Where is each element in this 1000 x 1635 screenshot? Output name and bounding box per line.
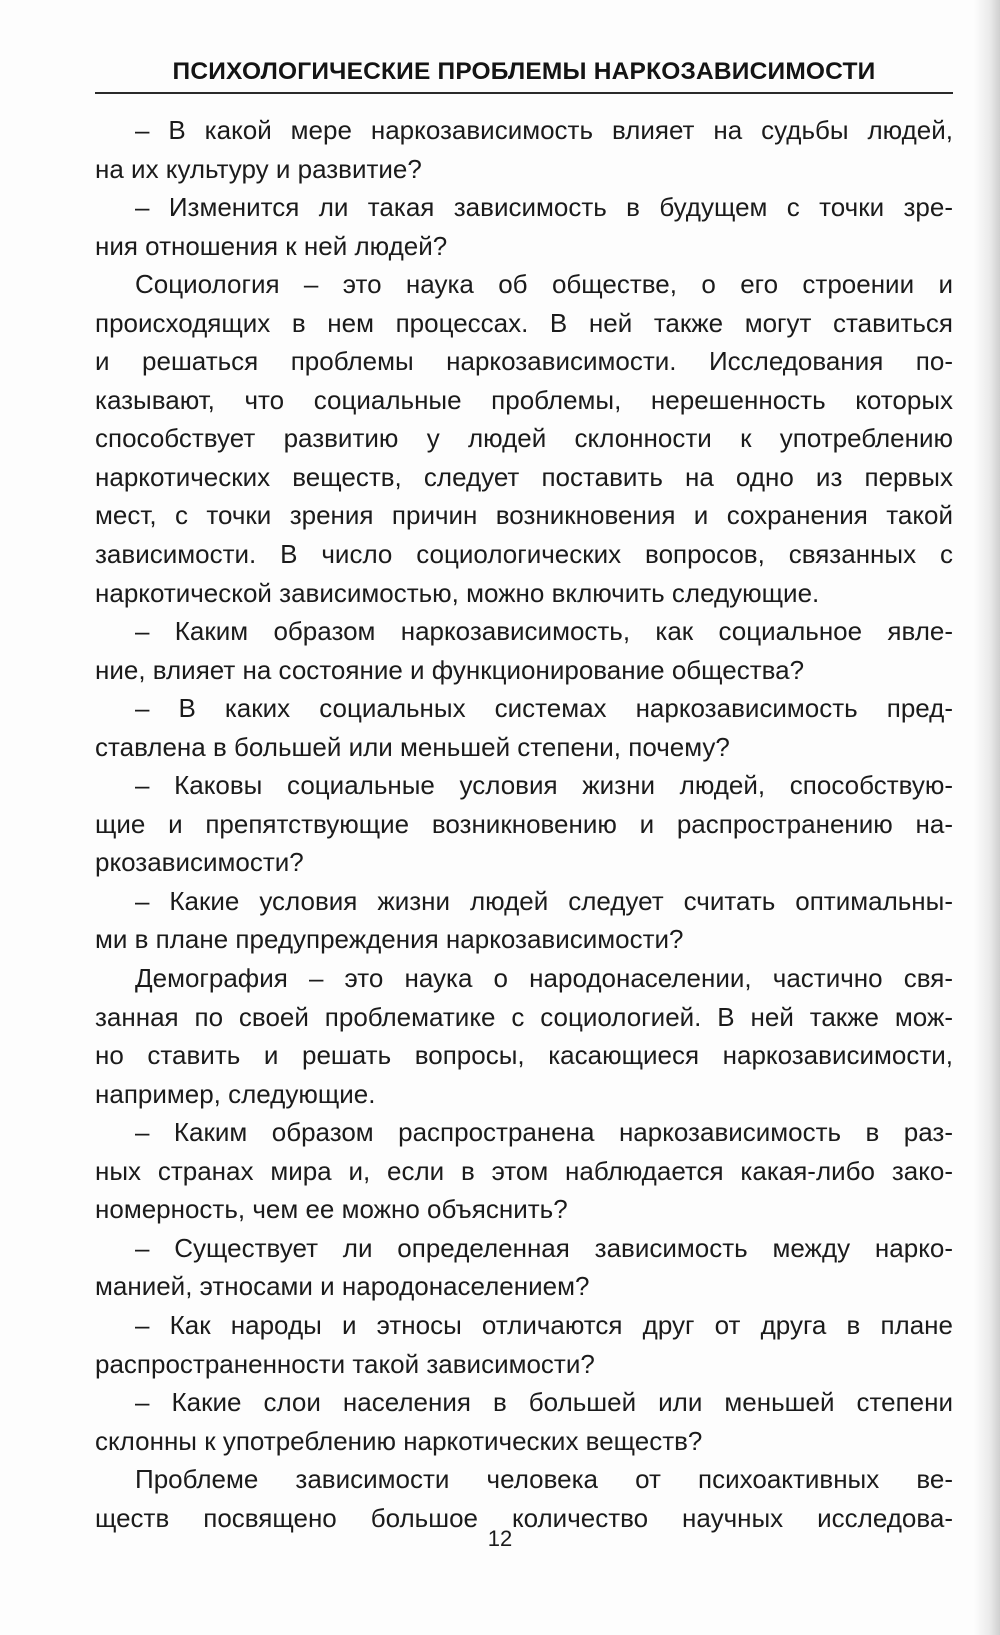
text-line: – В каких социальных системах наркозависимость пред- (135, 693, 953, 724)
text-line: номерность, чем ее можно объяснить? (95, 1194, 568, 1225)
text-line: манией, этносами и народонаселением? (95, 1271, 590, 1302)
text-line: ркозависимости? (95, 847, 304, 878)
text-line: склонны к употреблению наркотических веществ? (95, 1425, 703, 1456)
text-line: на их культуру и развитие? (95, 153, 422, 184)
text-line: – Существует ли определенная зависимость между нарко- (135, 1232, 953, 1263)
text-line: – Каким образом наркозависимость, как социальное явле- (135, 616, 953, 647)
text-line: – Изменится ли такая зависимость в будущем с точки зре- (135, 192, 953, 223)
text-line: – Как народы и этносы отличаются друг от друга в плане (135, 1309, 953, 1340)
text-line: – В какой мере наркозависимость влияет на судьбы людей, (135, 115, 953, 145)
text-line: зависимости. В число социологических вопросов, связанных с (95, 539, 953, 570)
text-line: но ставить и решать вопросы, касающиеся наркозависимости, (95, 1040, 953, 1071)
text-line: происходящих в нем процессах. В ней также могут ставиться (95, 307, 953, 338)
text-line: мест, с точки зрения причин возникновения и сохранения такой (95, 500, 953, 531)
text-line: ние, влияет на состояние и функционирование общества? (95, 654, 805, 685)
text-line: Социология – это наука об обществе, о его строении и (135, 269, 953, 300)
text-line: наркотических веществ, следует поставить на одно из первых (95, 461, 953, 492)
text-line: щие и препятствующие возникновению и распространению на- (95, 808, 953, 839)
text-line: ставлена в большей или меньшей степени, почему? (95, 731, 730, 762)
text-line: – Какие слои населения в большей или меньшей степени (135, 1387, 953, 1418)
page-number: 12 (487, 1526, 513, 1551)
text-line: например, следующие. (95, 1078, 376, 1109)
text-line: ми в плане предупреждения наркозависимости? (95, 924, 684, 955)
text-line: занная по своей проблематике с социологией. В ней также мож- (95, 1001, 953, 1032)
body-text (95, 111, 953, 1537)
text-line: – Каковы социальные условия жизни людей, способствую- (135, 770, 953, 801)
text-line: ных странах мира и, если в этом наблюдается какая-либо зако- (95, 1155, 953, 1186)
text-line: Демография – это наука о народонаселении, частично свя- (135, 963, 953, 994)
text-line: казывают, что социальные проблемы, нерешенность которых (95, 384, 953, 415)
text-line: Проблеме зависимости человека от психоактивных ве- (135, 1464, 953, 1495)
page-edge-shadow (974, 0, 1000, 1635)
header-rule (95, 92, 953, 94)
text-line: наркотической зависимостью, можно включить следующие. (95, 577, 820, 608)
text-line: способствует развитию у людей склонности к употреблению (95, 423, 953, 454)
text-line: – Какие условия жизни людей следует считать оптимальны- (135, 885, 953, 916)
text-line: и решаться проблемы наркозависимости. Исследования по- (95, 346, 953, 377)
text-line: – Каким образом распространена наркозависимость в раз- (135, 1117, 953, 1148)
text-line: ния отношения к ней людей? (95, 230, 448, 261)
text-line: распространенности такой зависимости? (95, 1348, 595, 1379)
running-header: ПСИХОЛОГИЧЕСКИЕ ПРОБЛЕМЫ НАРКОЗАВИСИМОСТИ (172, 58, 876, 85)
text-line: ществ посвящено большое количество научных исследова- (95, 1502, 953, 1533)
